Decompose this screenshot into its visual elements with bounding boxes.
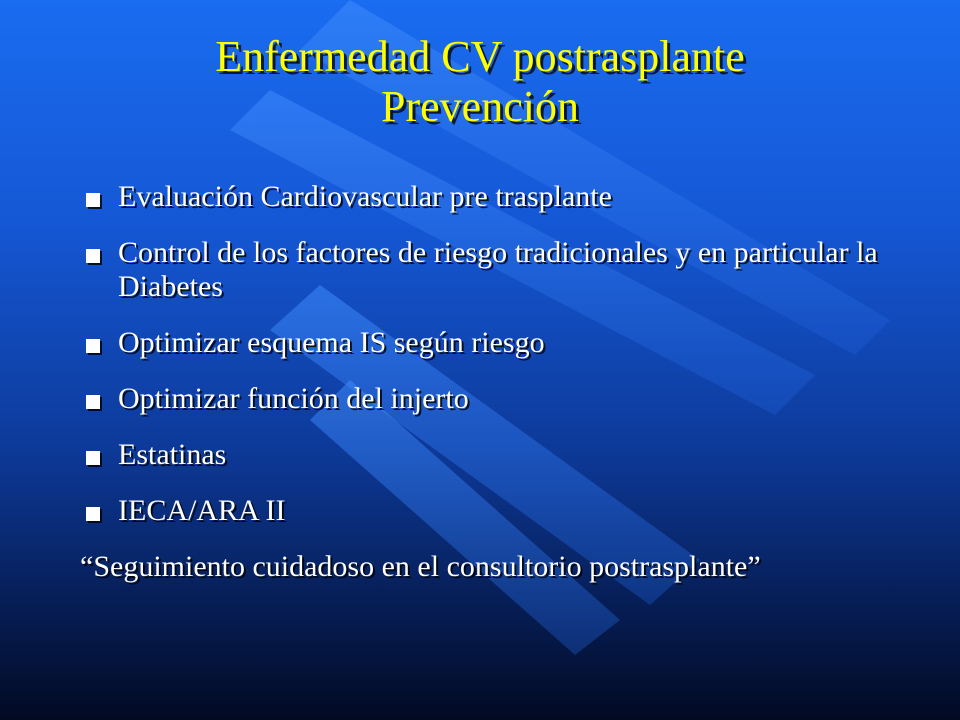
bullet-text: Control de los factores de riesgo tradicionales y en particular la Diabetes — [118, 236, 878, 303]
bullet-item — [80, 438, 910, 472]
bullet-text: Optimizar función del injerto — [118, 382, 469, 415]
bullet-item — [80, 494, 910, 528]
closing-quote: “Seguimiento cuidadoso en el consultorio postrasplante” — [80, 550, 761, 583]
square-bullet-icon — [86, 193, 100, 207]
square-bullet-icon — [86, 395, 100, 409]
square-bullet-icon — [86, 339, 100, 353]
bullet-text: Estatinas — [118, 438, 227, 471]
bullet-text: Evaluación Cardiovascular pre trasplante — [118, 180, 612, 213]
bullet-item — [80, 236, 910, 304]
square-bullet-icon — [86, 249, 100, 263]
square-bullet-icon — [86, 507, 100, 521]
square-bullet-icon — [86, 451, 100, 465]
bullet-text: Optimizar esquema IS según riesgo — [118, 326, 545, 359]
bullet-list — [80, 180, 910, 550]
bullet-item — [80, 180, 910, 214]
slide-title — [0, 32, 960, 132]
slide-title-line-2: Prevención — [381, 82, 579, 131]
bullet-item — [80, 382, 910, 416]
bullet-text: IECA/ARA II — [118, 494, 286, 527]
bullet-item — [80, 326, 910, 360]
slide-title-line-1: Enfermedad CV postrasplante — [215, 32, 745, 81]
